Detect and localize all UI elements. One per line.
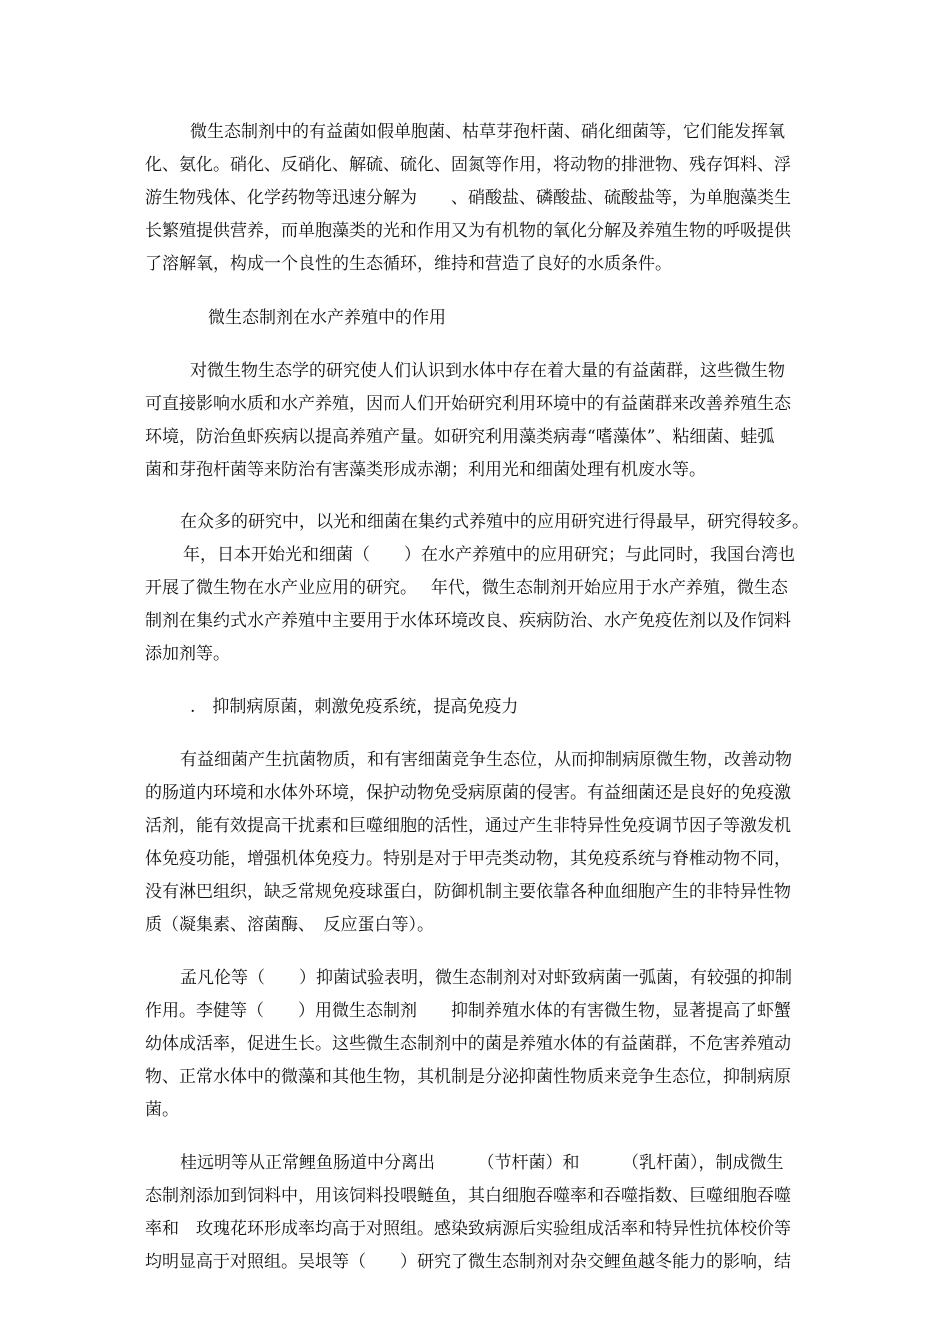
text-line: 可直接影响水质和水产养殖，因而人们开始研究利用环境中的有益菌群来改善养殖生态 [145,394,791,414]
text-line: 孟凡伦等（ ）抑菌试验表明，微生态制剂对对虾致病菌一弧菌，有较强的抑制 [180,968,792,988]
text-line: 没有淋巴组织，缺乏常规免疫球蛋白，防御机制主要依靠各种血细胞产生的非特异性物 [145,882,791,902]
text-line: 的肠道内环境和水体外环境，保护动物免受病原菌的侵害。有益细菌还是良好的免疫激 [145,783,791,803]
text-line: 菌。 [145,1100,179,1120]
text-line: 作用。李健等（ ）用微生态制剂 抑制养殖水体的有害微生物，显著提高了虾蟹 [145,1001,791,1021]
text-line: 率和 玫瑰花环形成率均高于对照组。感染致病源后实验组成活率和特异性抗体校价等 [145,1219,791,1239]
text-line: 质（凝集素、溶菌酶、 反应蛋白等）。 [145,915,434,935]
text-line: 开展了微生物在水产业应用的研究。 年代，微生态制剂开始应用于水产养殖，微生态 [145,578,788,598]
text-line: 体免疫功能，增强机体免疫力。特别是对于甲壳类动物，其免疫系统与脊椎动物不同， [145,849,791,869]
text-line: 对微生物生态学的研究使人们认识到水体中存在着大量的有益菌群，这些微生物 [190,361,785,381]
text-line: 添加剂等。 [145,644,230,664]
text-line: 微生态制剂中的有益菌如假单胞菌、枯草芽孢杆菌、硝化细菌等，它们能发挥氧 [190,122,785,142]
text-line: 制剂在集约式水产养殖中主要用于水体环境改良、疾病防治、水产免疫佐剂以及作饲料 [145,611,791,631]
text-line: 均明显高于对照组。吴垠等（ ）研究了微生态制剂对杂交鲤鱼越冬能力的影响，结 [145,1252,791,1272]
text-line: 年，日本开始光和细菌（ ）在水产养殖中的应用研究；与此同时，我国台湾也 [183,545,795,565]
heading-text: . 抑制病原菌，刺激免疫系统，提高免疫力 [190,697,519,717]
text-line: 菌和芽孢杆菌等来防治有害藻类形成赤潮；利用光和细菌处理有机废水等。 [145,460,706,480]
text-line: 化、氨化。硝化、反硝化、解硫、硫化、固氮等作用，将动物的排泄物、残存饵料、浮 [145,155,791,175]
text-line: 活剂，能有效提高干扰素和巨噬细胞的活性，通过产生非特异性免疫调节因子等激发机 [145,816,791,836]
text-line: 有益细菌产生抗菌物质，和有害细菌竞争生态位，从而抑制病原微生物，改善动物 [180,750,792,770]
heading-text: 微生态制剂在水产养殖中的作用 [208,308,446,328]
text-line: 游生物残体、化学药物等迅速分解为 、硝酸盐、磷酸盐、硫酸盐等，为单胞藻类生 [145,188,791,208]
text-line: 了溶解氧，构成一个良性的生态循环，维持和营造了良好的水质条件。 [145,254,672,274]
text-line: 长繁殖提供营养，而单胞藻类的光和作用又为有机物的氧化分解及养殖生物的呼吸提供 [145,221,791,241]
text-line: 在众多的研究中，以光和细菌在集约式养殖中的应用研究进行得最早，研究得较多。 [180,512,809,532]
text-line: 环境，防治鱼虾疾病以提高养殖产量。如研究利用藻类病毒“嗜藻体”、粘细菌、蛙弧 [145,427,775,447]
text-line: 态制剂添加到饲料中，用该饲料投喂鲢鱼，其白细胞吞噬率和吞噬指数、巨噬细胞吞噬 [145,1186,791,1206]
text-line: 物、正常水体中的微藻和其他生物，其机制是分泌抑菌性物质来竞争生态位，抑制病原 [145,1067,791,1087]
text-line: 桂远明等从正常鲤鱼肠道中分离出 （节杆菌）和 （乳杆菌），制成微生 [180,1153,784,1173]
text-line: 幼体成活率，促进生长。这些微生态制剂中的菌是养殖水体的有益菌群，不危害养殖动 [145,1034,791,1054]
